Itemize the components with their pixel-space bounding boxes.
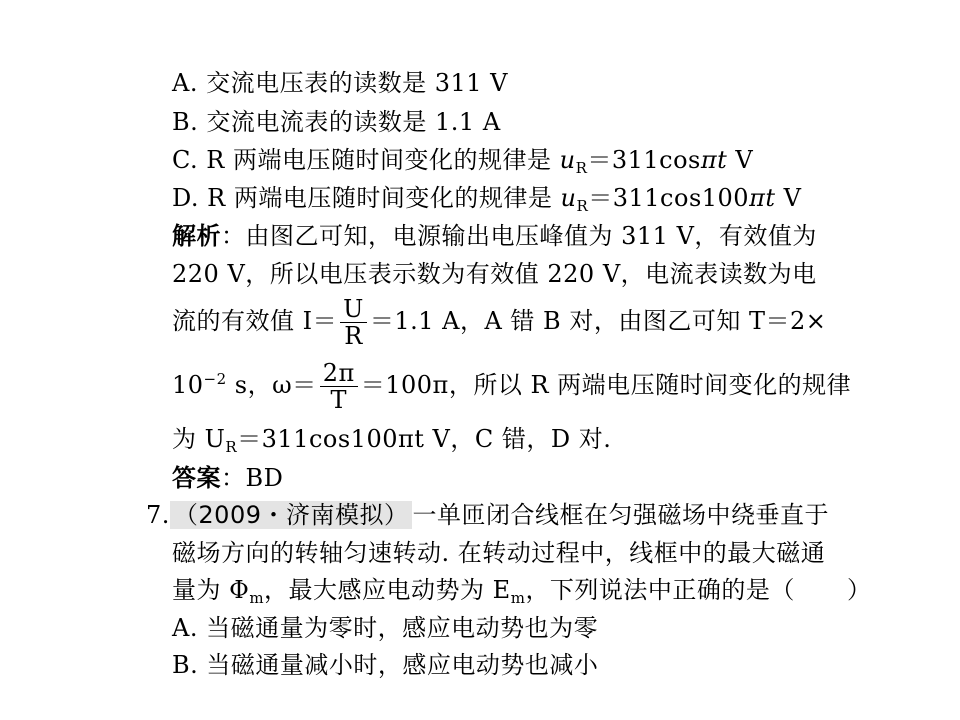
question-sub-e: m xyxy=(510,589,526,607)
option-d-formula: ＝311cos100 xyxy=(588,184,750,212)
answer-sep: ： xyxy=(221,464,246,492)
option-c-pi: πt xyxy=(700,146,728,174)
option-d-prev xyxy=(172,183,801,221)
option-a-prev xyxy=(172,68,508,98)
analysis-text-5-post: ＝311cos100πt V，C 错，D 对. xyxy=(237,425,612,453)
option-d-var: u xyxy=(560,184,577,212)
question-7-line-1 xyxy=(146,500,829,530)
option-c-formula: ＝311cos xyxy=(587,146,701,174)
analysis-text-3-post: ＝1.1 A，A 错 B 对，由图乙可知 T＝2× xyxy=(369,307,827,335)
analysis-label: 解析 xyxy=(172,222,221,250)
q7-option-b-text: B. 当磁通量减小时，感应电动势也减小 xyxy=(172,651,599,679)
question-text-1: 一单匝闭合线框在匀强磁场中绕垂直于 xyxy=(412,501,829,529)
question-source-tag: （2009・济南模拟） xyxy=(170,501,413,529)
option-d-text: D. R 两端电压随时间变化的规律是 xyxy=(172,184,561,212)
question-text-3-pre: 量为 Φ xyxy=(172,576,250,604)
question-text-3-mid: ，最大感应电动势为 E xyxy=(264,576,511,604)
option-b-text: B. 交流电流表的读数是 1.1 A xyxy=(172,108,501,136)
analysis-text-3-pre: 流的有效值 I＝ xyxy=(172,307,338,335)
option-d-sub: R xyxy=(576,197,589,215)
option-c-text: C. R 两端电压随时间变化的规律是 xyxy=(172,146,560,174)
question-7-line-3 xyxy=(172,575,871,613)
current-fraction-den: R xyxy=(344,322,363,350)
option-c-prev xyxy=(172,145,753,183)
analysis-line-3 xyxy=(172,296,826,349)
omega-fraction xyxy=(320,360,358,413)
option-c-var: u xyxy=(559,146,576,174)
omega-fraction-den: T xyxy=(330,386,347,414)
analysis-text-1: 由图乙可知，电源输出电压峰值为 311 V，有效值为 xyxy=(245,222,817,250)
analysis-line-5 xyxy=(172,424,611,462)
option-d-unit: V xyxy=(775,184,802,212)
q7-option-a-text: A. 当磁通量为零时，感应电动势也为零 xyxy=(172,614,599,642)
current-fraction xyxy=(340,296,367,349)
answer-value: BD xyxy=(245,464,284,492)
analysis-line-1 xyxy=(172,221,817,251)
option-c-sub: R xyxy=(575,159,588,177)
question-7-option-a xyxy=(172,613,598,643)
omega-fraction-num: 2π xyxy=(320,360,358,387)
question-close-paren: ） xyxy=(846,576,872,604)
analysis-line-2 xyxy=(172,259,817,289)
question-sub-phi: m xyxy=(249,589,265,607)
option-b-prev xyxy=(172,107,501,137)
question-7-line-2 xyxy=(172,538,825,568)
analysis-sub: R xyxy=(225,438,238,456)
answer-line xyxy=(172,463,283,493)
analysis-exponent: −2 xyxy=(203,370,227,388)
question-text-3-post: ，下列说法中正确的是（ xyxy=(525,576,795,604)
option-d-pi: πt xyxy=(749,184,776,212)
analysis-text-4-mid: s，ω＝ xyxy=(226,371,317,399)
answer-label: 答案 xyxy=(172,464,221,492)
current-fraction-num: U xyxy=(340,296,367,323)
option-c-unit: V xyxy=(727,146,754,174)
analysis-line-4 xyxy=(172,360,851,413)
option-a-text: A. 交流电压表的读数是 311 V xyxy=(172,69,508,97)
analysis-text-4-pre: 10 xyxy=(172,371,204,399)
analysis-sep: ： xyxy=(221,222,246,250)
analysis-text-2: 220 V，所以电压表示数为有效值 220 V，电流表读数为电 xyxy=(172,260,817,288)
question-text-2: 磁场方向的转轴匀速转动. 在转动过程中，线框中的最大磁通 xyxy=(172,539,826,567)
analysis-text-4-post: ＝100π，所以 R 两端电压随时间变化的规律 xyxy=(360,371,852,399)
analysis-text-5-pre: 为 U xyxy=(172,425,226,453)
question-7-option-b xyxy=(172,650,598,680)
question-number: 7. xyxy=(146,501,170,529)
